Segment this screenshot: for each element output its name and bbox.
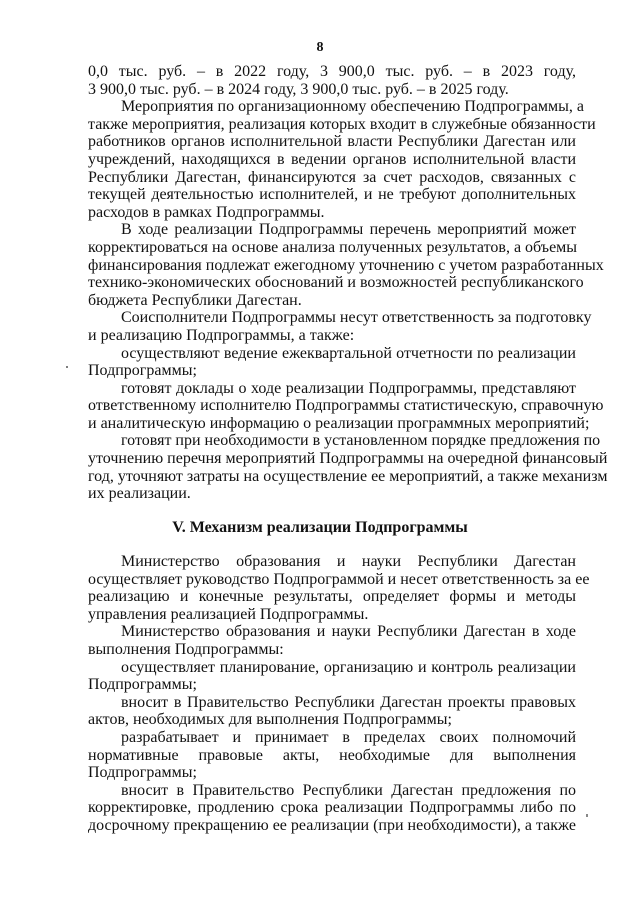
text-line: актов, необходимых для выполнения Подпрограммы; [88, 711, 452, 729]
text-line: ответственному исполнителю Подпрограммы статистическую, справочную [88, 397, 604, 415]
text-line: и реализацию Подпрограммы, а также: [88, 326, 355, 344]
margin-mark [66, 366, 68, 368]
text-line: корректироваться на основе анализа полученных результатов, а объемы [88, 238, 578, 256]
text-line: 0,0 тыс. руб. – в 2022 году, 3 900,0 тыс. руб. – в 2023 году, [88, 63, 576, 80]
text-line: бюджета Республики Дагестан. [88, 291, 302, 309]
text-line: готовят доклады о ходе реализации Подпрограммы, представляют [121, 379, 576, 397]
text-line: досрочному прекращению ее реализации (при необходимости), а также [88, 816, 576, 834]
text-line: и аналитическую информацию о реализации программных мероприятий; [88, 414, 590, 432]
page-number: 8 [316, 40, 324, 55]
text-line: Республики Дагестан, финансируются за счет расходов, связанных с [88, 168, 576, 186]
text-line: Министерство образования и науки Республики Дагестан [121, 553, 576, 570]
text-line: нормативные правовые акты, необходимые для выполнения [88, 746, 576, 764]
text-line: 3 900,0 тыс. руб. – в 2024 году, 3 900,0 тыс. руб. – в 2025 году. [88, 80, 509, 98]
text-line: год, уточняют затраты на осуществление ее мероприятий, а также механизм [88, 467, 608, 485]
text-line: их реализации. [88, 485, 191, 503]
text-line: также мероприятия, реализация которых входит в служебные обязанности [88, 115, 596, 133]
section-heading: V. Механизм реализации Подпрограммы [172, 519, 468, 536]
text-line: Мероприятия по организационному обеспечению Подпрограммы, а [121, 98, 584, 116]
text-line: расходов в рамках Подпрограммы. [88, 203, 325, 221]
text-line: вносит в Правительство Республики Дагестан предложения по [121, 781, 576, 799]
text-line: Министерство образования и науки Республики Дагестан в ходе [121, 623, 576, 641]
text-line: осуществляют ведение ежеквартальной отчетности по реализации [121, 344, 576, 362]
text-line: готовят при необходимости в установленном порядке предложения по [121, 432, 601, 450]
text-line: В ходе реализации Подпрограммы перечень мероприятий может [121, 221, 576, 239]
text-line: Подпрограммы; [88, 362, 197, 380]
text-line: выполнения Подпрограммы: [88, 640, 284, 658]
text-line: осуществляет планирование, организацию и контроль реализации [121, 658, 576, 676]
scan-artifact [586, 814, 588, 817]
text-line: корректировке, продлению срока реализации Подпрограммы либо по [88, 799, 576, 817]
text-line: осуществляет руководство Подпрограммой и несет ответственность за ее [88, 570, 590, 588]
text-line: вносит в Правительство Республики Дагестан проекты правовых [121, 693, 576, 711]
body-text-block-1 [88, 63, 608, 503]
text-line: финансирования подлежат ежегодному уточнению с учетом разработанных [88, 256, 604, 274]
text-line: управления реализацией Подпрограммы. [88, 605, 369, 623]
text-line: работников органов исполнительной власти Республики Дагестан или [88, 133, 576, 151]
body-text-block-2 [88, 553, 590, 835]
text-line: реализацию и конечные результаты, определяет формы и методы [88, 588, 576, 606]
text-line: текущей деятельностью исполнителей, и не требуют дополнительных [88, 186, 576, 204]
text-line: Подпрограммы; [88, 764, 197, 782]
text-line: уточнению перечня мероприятий Подпрограммы на очередной финансовый [88, 450, 608, 468]
text-line: Соисполнители Подпрограммы несут ответственность за подготовку [121, 309, 592, 327]
text-line: Подпрограммы; [88, 676, 197, 694]
text-line: технико-экономических обоснований и возможностей республиканского [88, 274, 584, 292]
text-line: учреждений, находящихся в ведении органов исполнительной власти [88, 150, 576, 168]
text-line: разрабатывает и принимает в пределах своих полномочий [121, 728, 576, 746]
